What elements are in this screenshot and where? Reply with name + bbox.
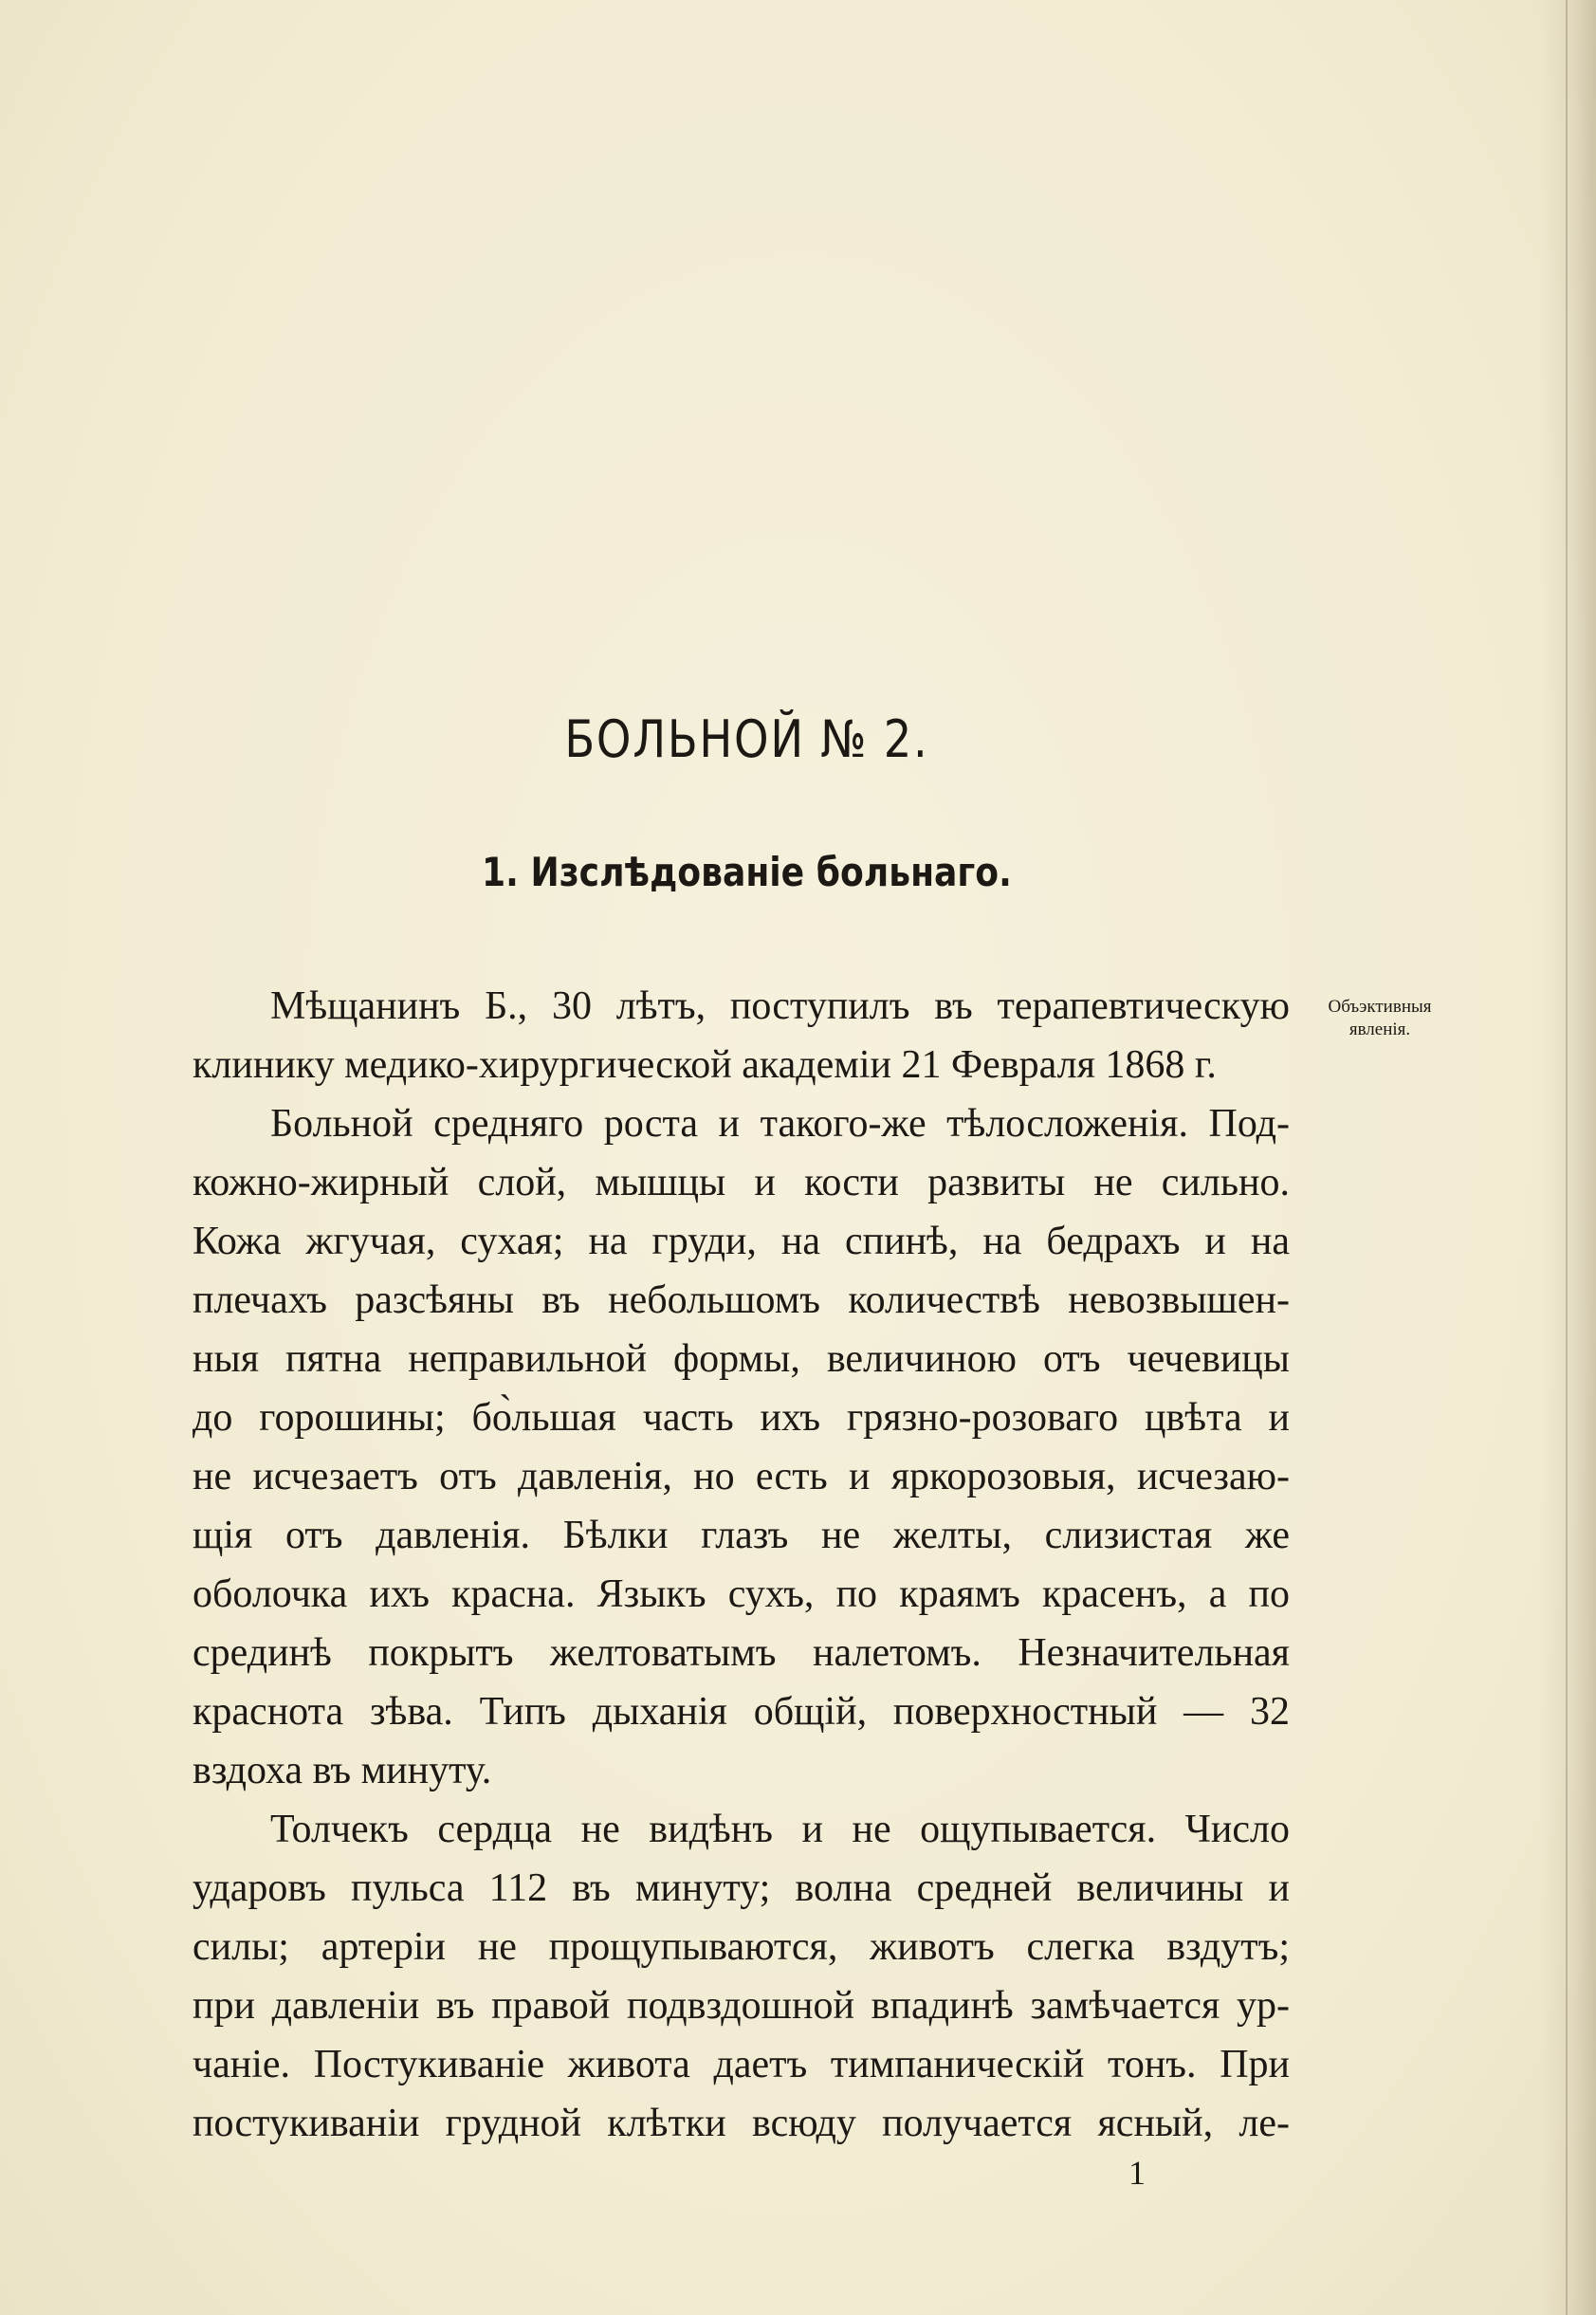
text-line: Мѣщанинъ Б., 30 лѣтъ, поступилъ въ терапевтическую [270,984,1290,1028]
text-line: вздоха въ минуту. [193,1749,492,1792]
text-line: кожно-жирный слой, мышцы и кости развиты не сильно. [193,1161,1290,1204]
text-line: чаніе. Постукиваніе живота даетъ тимпаническій тонъ. При [193,2043,1290,2086]
page-edge-shadow [1539,0,1596,2315]
margin-note [1309,996,1451,1041]
text-line: Толчекъ сердца не видѣнъ и не ощупывается. Число [270,1808,1290,1851]
text-line: не исчезаетъ отъ давленія, но есть и яркорозовыя, исчезаю- [193,1455,1290,1498]
text-line: при давленіи въ правой подвздошной впадинѣ замѣчается ур- [193,1984,1290,2028]
text-line: срединѣ покрытъ желтоватымъ налетомъ. Незначительная [193,1631,1290,1675]
text-line: краснота зѣва. Типъ дыханія общій, поверхностный — 32 [193,1690,1290,1734]
text-line: клинику медико-хирургической академіи 21 Февраля 1868 г. [193,1043,1217,1087]
margin-note-line: явленія. [1348,1020,1411,1039]
text-line: оболочка ихъ красна. Языкъ сухъ, по краямъ красенъ, а по [193,1572,1290,1616]
page-number: 1 [1128,2154,1146,2192]
body-text [193,977,1290,2153]
text-line: щія отъ давленія. Бѣлки глазъ не желты, слизистая же [193,1514,1290,1557]
text-line: Кожа жгучая, сухая; на груди, на спинѣ, на бедрахъ и на [193,1220,1290,1263]
text-line: постукиваніи грудной клѣтки всюду получается ясный, ле- [193,2102,1290,2145]
page-fold-line [1566,0,1568,2315]
text-line: Больной средняго роста и такого-же тѣлосложенія. Под- [270,1102,1290,1146]
text-line: силы; артеріи не прощупываются, животъ слегка вздутъ; [193,1925,1290,1969]
page-title: БОЛЬНОЙ № 2. [564,709,929,769]
text-line: плечахъ разсѣяны въ небольшомъ количествѣ невозвышен- [193,1278,1290,1322]
text-line: ныя пятна неправильной формы, величиною отъ чечевицы [193,1337,1290,1381]
text-line: до горошины; бо̀льшая часть ихъ грязно-розоваго цвѣта и [193,1396,1290,1440]
margin-note-line: Объэктивныя [1328,997,1432,1017]
section-title: 1. Изслѣдованіе больнаго. [482,849,1012,895]
text-line: ударовъ пульса 112 въ минуту; волна средней величины и [193,1866,1290,1910]
